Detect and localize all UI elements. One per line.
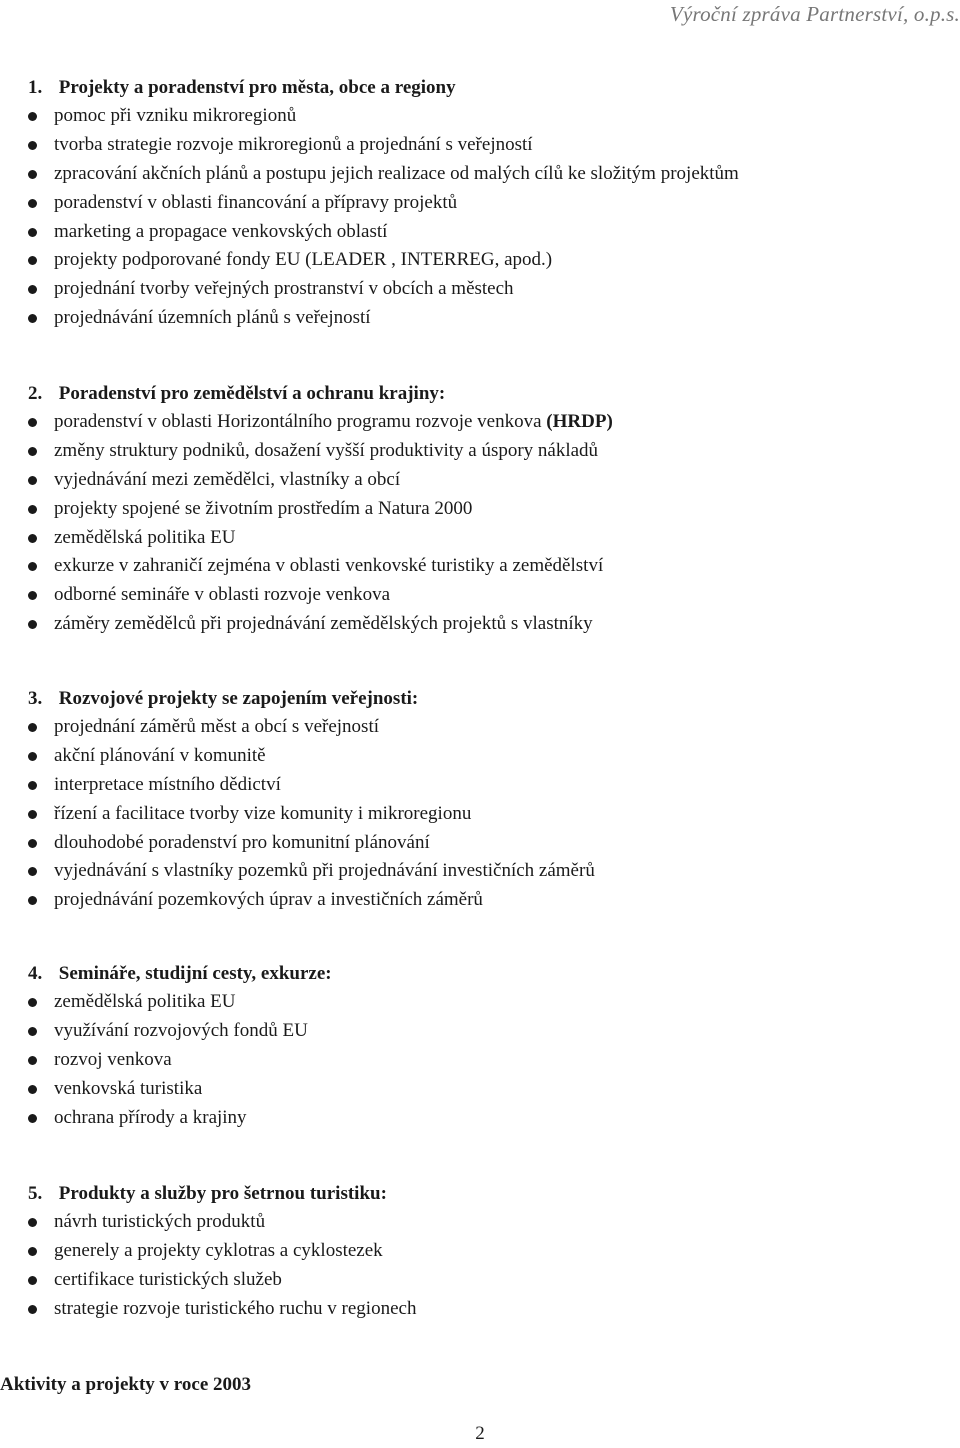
bullet-icon	[28, 781, 37, 790]
bullet-icon	[28, 1085, 37, 1094]
list-item-text: rozvoj venkova	[54, 1048, 172, 1070]
bullet-icon	[28, 1305, 37, 1314]
bullet-icon	[28, 447, 37, 456]
list-item-text: certifikace turistických služeb	[54, 1268, 282, 1290]
list-item-text: změny struktury podniků, dosažení vyšší produktivity a úspory nákladů	[54, 439, 599, 461]
list-item-text: pomoc při vzniku mikroregionů	[54, 105, 297, 126]
list-item-text: odborné semináře v oblasti rozvoje venkova	[54, 584, 391, 606]
bullet-icon	[28, 896, 37, 905]
section-heading	[28, 684, 418, 713]
section-title: Projekty a poradenství pro města, obce a regiony	[58, 77, 456, 98]
list-item-abbreviation: (HRDP)	[546, 411, 613, 432]
bullet-icon	[28, 562, 37, 571]
list-item-text: projednání záměrů měst a obcí s veřejností	[54, 716, 380, 737]
section-title: Rozvojové projekty se zapojením veřejnosti:	[58, 688, 419, 709]
list-item-text: akční plánování v komunitě	[54, 744, 266, 766]
list-item-text	[54, 408, 613, 437]
section-title: Semináře, studijní cesty, exkurze:	[58, 963, 332, 984]
bullet-icon	[28, 112, 37, 121]
bullet-icon	[28, 1247, 37, 1256]
bullet-icon	[28, 199, 37, 208]
list-item-text: návrh turistických produktů	[54, 1211, 266, 1232]
bullet-icon	[28, 1027, 37, 1036]
bullet-icon	[28, 867, 37, 876]
list-item-text: poradenství v oblasti financování a přípravy projektů	[54, 191, 458, 213]
list-item-text: zemědělská politika EU	[54, 991, 236, 1012]
bullet-icon	[28, 285, 37, 294]
bullet-icon	[28, 1276, 37, 1285]
list-item-text: vyjednávání mezi zemědělci, vlastníky a obcí	[54, 468, 401, 490]
list-item-text: tvorba strategie rozvoje mikroregionů a projednání s veřejností	[54, 133, 533, 155]
bullet-icon	[28, 1056, 37, 1065]
list-item-text: projednávání pozemkových úprav a investičních záměrů	[54, 889, 483, 911]
summary-heading: Aktivity a projekty v roce 2003	[0, 1374, 252, 1395]
bullet-icon	[28, 141, 37, 150]
bullet-icon	[28, 314, 37, 323]
bullet-icon	[28, 810, 37, 819]
section-title: Poradenství pro zemědělství a ochranu krajiny:	[58, 383, 446, 404]
list-item-text: zemědělská politika EU	[54, 526, 236, 548]
bullet-icon	[28, 534, 37, 543]
bullet-icon	[28, 170, 37, 179]
list-item-text: venkovská turistika	[54, 1077, 203, 1099]
list-item-text: zpracování akčních plánů a postupu jejich realizace od malých cílů ke složitým projektům	[54, 162, 739, 184]
section-number: 5.	[28, 1183, 43, 1204]
bullet-icon	[28, 620, 37, 629]
section-number: 1.	[28, 77, 43, 98]
section-title: Produkty a služby pro šetrnou turistiku:	[58, 1183, 387, 1204]
bullet-icon	[28, 418, 37, 427]
list-item-text: projednávání územních plánů s veřejností	[54, 307, 371, 329]
bullet-icon	[28, 591, 37, 600]
section-number: 3.	[28, 688, 43, 709]
section-heading	[28, 959, 332, 988]
list-item-text-main: poradenství v oblasti Horizontálního programu rozvoje venkova	[54, 411, 542, 432]
section-heading	[28, 379, 445, 408]
running-header: Výroční zpráva Partnerství, o.p.s.	[669, 2, 960, 26]
bullet-icon	[28, 723, 37, 732]
page-number: 2	[475, 1423, 485, 1444]
bullet-icon	[28, 505, 37, 514]
list-item-text: generely a projekty cyklotras a cyklostezek	[54, 1239, 383, 1261]
list-item-text: exkurze v zahraničí zejména v oblasti venkovské turistiky a zemědělství	[54, 555, 604, 577]
list-item-text: projednání tvorby veřejných prostranství v obcích a městech	[54, 278, 514, 300]
bullet-icon	[28, 1218, 37, 1227]
list-item-text: dlouhodobé poradenství pro komunitní plánování	[54, 831, 430, 853]
section-number: 4.	[28, 963, 43, 984]
bullet-icon	[28, 998, 37, 1007]
list-item-text: využívání rozvojových fondů EU	[54, 1019, 308, 1041]
section-number: 2.	[28, 383, 43, 404]
section-heading	[28, 73, 456, 102]
list-item-text: strategie rozvoje turistického ruchu v regionech	[54, 1297, 417, 1319]
bullet-icon	[28, 476, 37, 485]
list-item-text: interpretace místního dědictví	[54, 773, 281, 795]
bullet-icon	[28, 1114, 37, 1123]
bullet-icon	[28, 256, 37, 265]
bullet-icon	[28, 228, 37, 237]
list-item-text: vyjednávání s vlastníky pozemků při projednávání investičních záměrů	[54, 860, 595, 882]
bullet-icon	[28, 839, 37, 848]
list-item-text: záměry zemědělců při projednávání zemědělských projektů s vlastníky	[54, 613, 593, 635]
bullet-icon	[28, 752, 37, 761]
list-item-text: projekty podporované fondy EU (LEADER , INTERREG, apod.)	[54, 249, 553, 271]
list-item-text: řízení a facilitace tvorby vize komunity i mikroregionu	[54, 802, 472, 824]
list-item-text: ochrana přírody a krajiny	[54, 1106, 247, 1128]
section-heading	[28, 1179, 387, 1208]
list-item-text: marketing a propagace venkovských oblastí	[54, 220, 388, 242]
list-item-text: projekty spojené se životním prostředím a Natura 2000	[54, 497, 473, 519]
